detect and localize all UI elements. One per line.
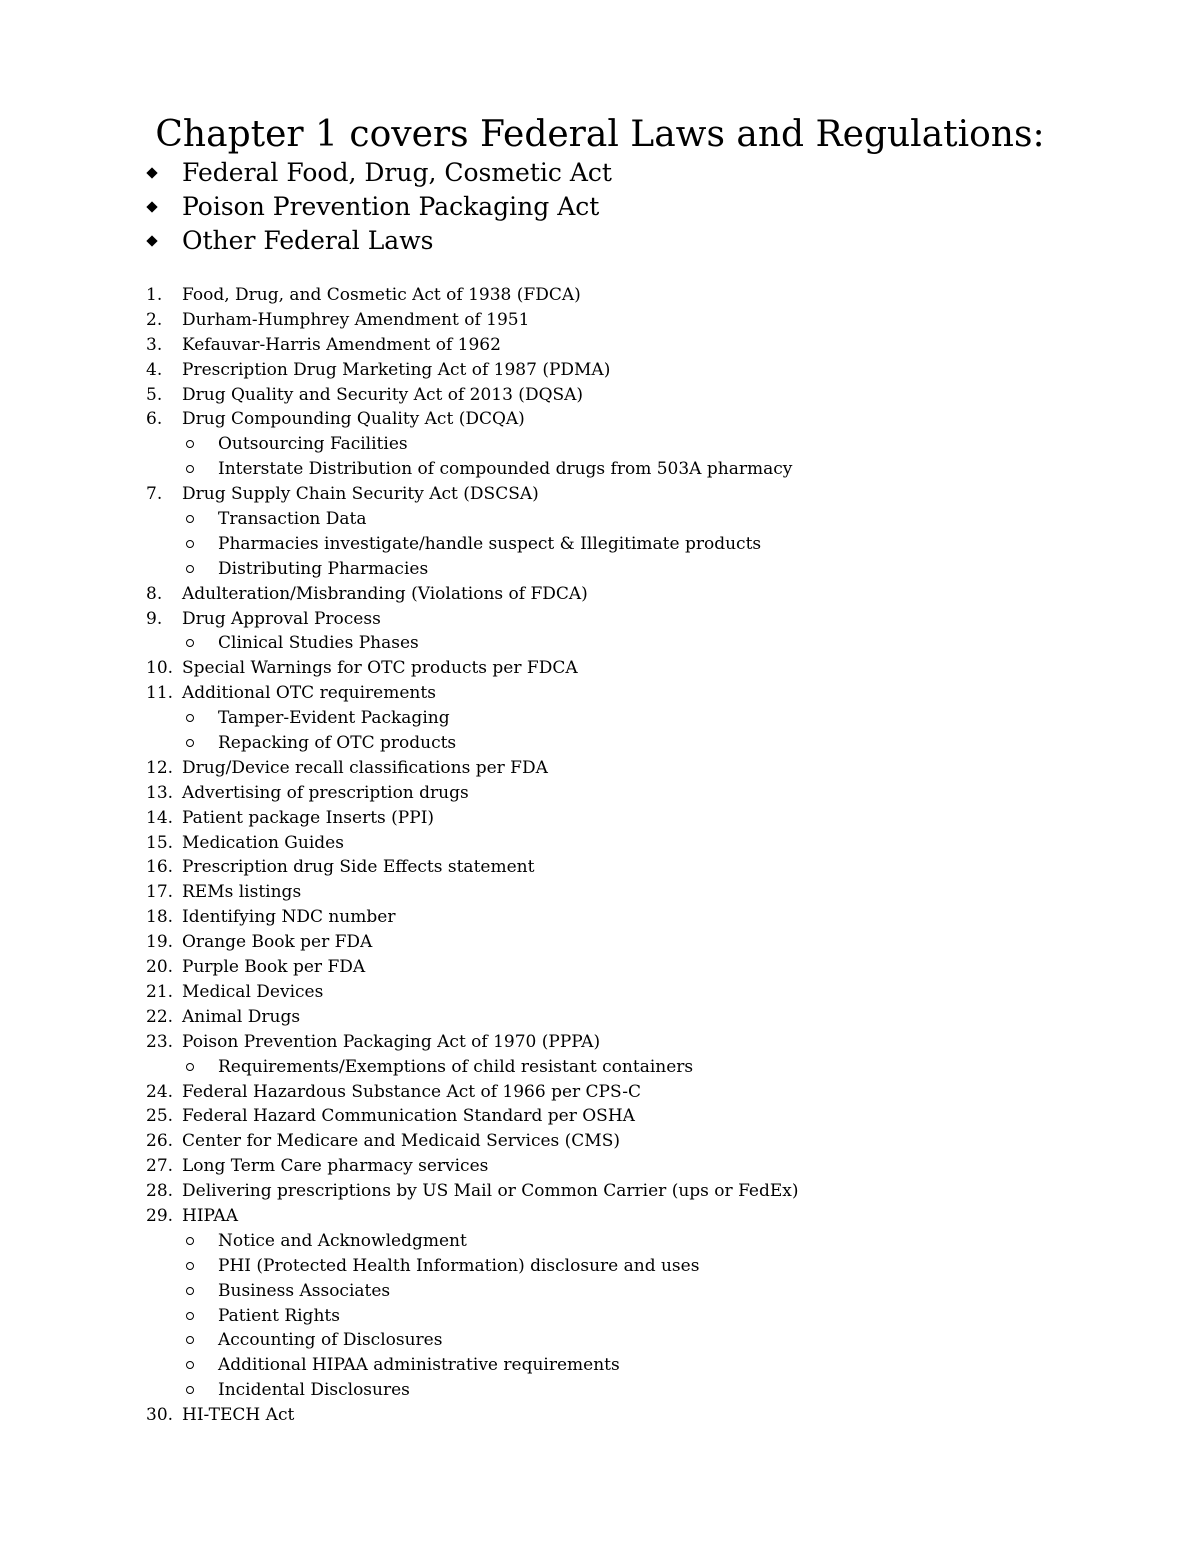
circle-bullet-icon	[186, 1262, 194, 1270]
topic-list	[146, 156, 612, 258]
list-item-text: Poison Prevention Packaging Act of 1970 (PPPA)	[182, 1031, 601, 1052]
topic-label: Federal Food, Drug, Cosmetic Act	[182, 158, 612, 187]
sub-list-item-text: Requirements/Exemptions of child resistant containers	[218, 1056, 694, 1077]
sub-list-item	[0, 1304, 1200, 1329]
sub-list-item-text: Repacking of OTC products	[218, 733, 457, 754]
list-item-number: 18.	[146, 907, 174, 928]
list-item	[0, 681, 1200, 706]
list-item-text: Food, Drug, and Cosmetic Act of 1938 (FDCA)	[182, 285, 581, 305]
list-item	[0, 831, 1200, 856]
circle-bullet-icon	[186, 465, 194, 473]
sub-list-item-text: Interstate Distribution of compounded drugs from 503A pharmacy	[218, 459, 793, 480]
sub-list-item-text: Transaction Data	[218, 509, 367, 530]
list-item-number: 1.	[146, 285, 163, 305]
list-item-text: Advertising of prescription drugs	[182, 782, 469, 803]
circle-bullet-icon	[186, 639, 194, 647]
list-item-text: Drug Approval Process	[182, 608, 381, 629]
list-item	[0, 283, 1200, 308]
list-item-number: 28.	[146, 1181, 174, 1202]
list-item-number: 16.	[146, 857, 174, 878]
list-item-number: 26.	[146, 1131, 174, 1152]
list-item-number: 5.	[146, 384, 163, 405]
sub-list-item-text: Additional HIPAA administrative requirements	[218, 1355, 620, 1376]
list-item-text: Federal Hazardous Substance Act of 1966 per CPS-C	[182, 1081, 642, 1102]
sub-list-item	[0, 1254, 1200, 1279]
list-item-text: Durham-Humphrey Amendment of 1951	[182, 309, 530, 330]
list-item-number: 30.	[146, 1405, 174, 1426]
circle-bullet-icon	[186, 440, 194, 448]
list-item-number: 19.	[146, 932, 174, 953]
sub-list-item	[0, 1328, 1200, 1353]
list-item	[0, 482, 1200, 507]
list-item-number: 23.	[146, 1031, 174, 1052]
numbered-law-list	[0, 283, 1200, 1428]
sub-list-item	[0, 532, 1200, 557]
sub-list-item-text: Distributing Pharmacies	[218, 558, 429, 579]
list-item-text: Purple Book per FDA	[182, 957, 366, 978]
sub-list-item	[0, 1229, 1200, 1254]
sub-list-item-text: Incidental Disclosures	[218, 1380, 410, 1401]
list-item	[0, 1403, 1200, 1428]
sub-list-item	[0, 706, 1200, 731]
list-item	[0, 607, 1200, 632]
list-item	[0, 980, 1200, 1005]
list-item-text: Patient package Inserts (PPI)	[182, 807, 435, 828]
sub-list-item	[0, 457, 1200, 482]
circle-bullet-icon	[186, 739, 194, 747]
list-item	[0, 656, 1200, 681]
circle-bullet-icon	[186, 1287, 194, 1295]
list-item	[0, 358, 1200, 383]
list-item	[0, 930, 1200, 955]
list-item-text: Drug Compounding Quality Act (DCQA)	[182, 409, 525, 430]
list-item-number: 14.	[146, 807, 174, 828]
list-item-text: Orange Book per FDA	[182, 932, 373, 953]
list-item-text: Prescription drug Side Effects statement	[182, 857, 535, 878]
sub-list-item	[0, 1055, 1200, 1080]
list-item-number: 7.	[146, 484, 163, 505]
list-item-number: 6.	[146, 409, 163, 430]
list-item-number: 4.	[146, 359, 163, 380]
list-item-text: Medical Devices	[182, 981, 324, 1002]
list-item	[0, 955, 1200, 980]
sub-list-item-text: PHI (Protected Health Information) disclosure and uses	[218, 1255, 700, 1276]
list-item	[0, 880, 1200, 905]
list-item-number: 2.	[146, 309, 163, 330]
list-item	[0, 407, 1200, 432]
list-item-number: 12.	[146, 757, 174, 778]
sub-list-item-text: Pharmacies investigate/handle suspect & Illegitimate products	[218, 533, 762, 554]
page-title: Chapter 1 covers Federal Laws and Regulations:	[155, 114, 1045, 155]
sub-list-item-text: Notice and Acknowledgment	[218, 1230, 467, 1251]
sub-list-item-text: Clinical Studies Phases	[218, 633, 419, 654]
list-item-text: Drug Quality and Security Act of 2013 (DQSA)	[182, 384, 584, 405]
sub-list-item-text: Outsourcing Facilities	[218, 434, 408, 455]
sub-list-item	[0, 507, 1200, 532]
list-item	[0, 756, 1200, 781]
circle-bullet-icon	[186, 1386, 194, 1394]
list-item-text: Adulteration/Misbranding (Violations of FDCA)	[182, 583, 588, 604]
list-item-number: 15.	[146, 832, 174, 853]
list-item-number: 25.	[146, 1106, 174, 1127]
list-item	[0, 855, 1200, 880]
circle-bullet-icon	[186, 540, 194, 548]
list-item-text: Drug/Device recall classifications per FDA	[182, 757, 548, 778]
topic-label: Poison Prevention Packaging Act	[182, 192, 600, 221]
list-item	[0, 582, 1200, 607]
list-item	[0, 1005, 1200, 1030]
list-item-text: Identifying NDC number	[182, 907, 396, 928]
list-item	[0, 781, 1200, 806]
sub-list-item	[0, 1378, 1200, 1403]
sub-list-item	[0, 432, 1200, 457]
sub-list-item	[0, 731, 1200, 756]
list-item-text: Special Warnings for OTC products per FDCA	[182, 658, 578, 679]
list-item	[0, 1104, 1200, 1129]
diamond-bullet-icon	[146, 167, 157, 178]
topic-item	[146, 224, 612, 258]
list-item-text: Animal Drugs	[182, 1006, 301, 1027]
list-item	[0, 1030, 1200, 1055]
circle-bullet-icon	[186, 1237, 194, 1245]
list-item-text: HIPAA	[182, 1205, 238, 1226]
sub-list-item	[0, 1279, 1200, 1304]
topic-item	[146, 156, 612, 190]
circle-bullet-icon	[186, 1336, 194, 1344]
list-item-number: 29.	[146, 1205, 174, 1226]
list-item	[0, 1154, 1200, 1179]
list-item	[0, 1179, 1200, 1204]
circle-bullet-icon	[186, 1361, 194, 1369]
list-item-text: Prescription Drug Marketing Act of 1987 (PDMA)	[182, 359, 611, 380]
list-item	[0, 905, 1200, 930]
list-item-text: Drug Supply Chain Security Act (DSCSA)	[182, 484, 539, 505]
list-item	[0, 1080, 1200, 1105]
sub-list-item	[0, 631, 1200, 656]
list-item-number: 9.	[146, 608, 163, 629]
list-item-number: 27.	[146, 1156, 174, 1177]
list-item	[0, 806, 1200, 831]
sub-list-item-text: Business Associates	[218, 1280, 391, 1301]
circle-bullet-icon	[186, 565, 194, 573]
list-item-number: 10.	[146, 658, 174, 679]
topic-item	[146, 190, 612, 224]
sub-list-item	[0, 1353, 1200, 1378]
list-item-number: 22.	[146, 1006, 174, 1027]
list-item-text: Additional OTC requirements	[182, 683, 436, 704]
list-item	[0, 308, 1200, 333]
list-item-number: 8.	[146, 583, 163, 604]
list-item	[0, 333, 1200, 358]
list-item	[0, 1204, 1200, 1229]
list-item-text: Delivering prescriptions by US Mail or Common Carrier (ups or FedEx)	[182, 1181, 799, 1202]
list-item-text: HI-TECH Act	[182, 1405, 295, 1426]
list-item-number: 13.	[146, 782, 174, 803]
list-item-text: Long Term Care pharmacy services	[182, 1156, 489, 1177]
list-item-text: REMs listings	[182, 882, 302, 903]
list-item-number: 24.	[146, 1081, 174, 1102]
list-item-number: 3.	[146, 334, 163, 355]
list-item-number: 11.	[146, 683, 174, 704]
list-item-text: Federal Hazard Communication Standard per OSHA	[182, 1106, 635, 1127]
list-item-text: Kefauvar-Harris Amendment of 1962	[182, 334, 501, 355]
list-item-text: Medication Guides	[182, 832, 344, 853]
sub-list-item-text: Patient Rights	[218, 1305, 340, 1326]
sub-list-item-text: Accounting of Disclosures	[218, 1330, 443, 1351]
list-item-number: 20.	[146, 957, 174, 978]
circle-bullet-icon	[186, 1312, 194, 1320]
list-item-number: 21.	[146, 981, 174, 1002]
circle-bullet-icon	[186, 714, 194, 722]
list-item	[0, 1129, 1200, 1154]
sub-list-item	[0, 557, 1200, 582]
sub-list-item-text: Tamper-Evident Packaging	[218, 708, 450, 729]
circle-bullet-icon	[186, 1063, 194, 1071]
topic-label: Other Federal Laws	[182, 226, 434, 255]
circle-bullet-icon	[186, 515, 194, 523]
diamond-bullet-icon	[146, 201, 157, 212]
list-item-text: Center for Medicare and Medicaid Services (CMS)	[182, 1131, 620, 1152]
list-item	[0, 383, 1200, 408]
diamond-bullet-icon	[146, 235, 157, 246]
list-item-number: 17.	[146, 882, 174, 903]
